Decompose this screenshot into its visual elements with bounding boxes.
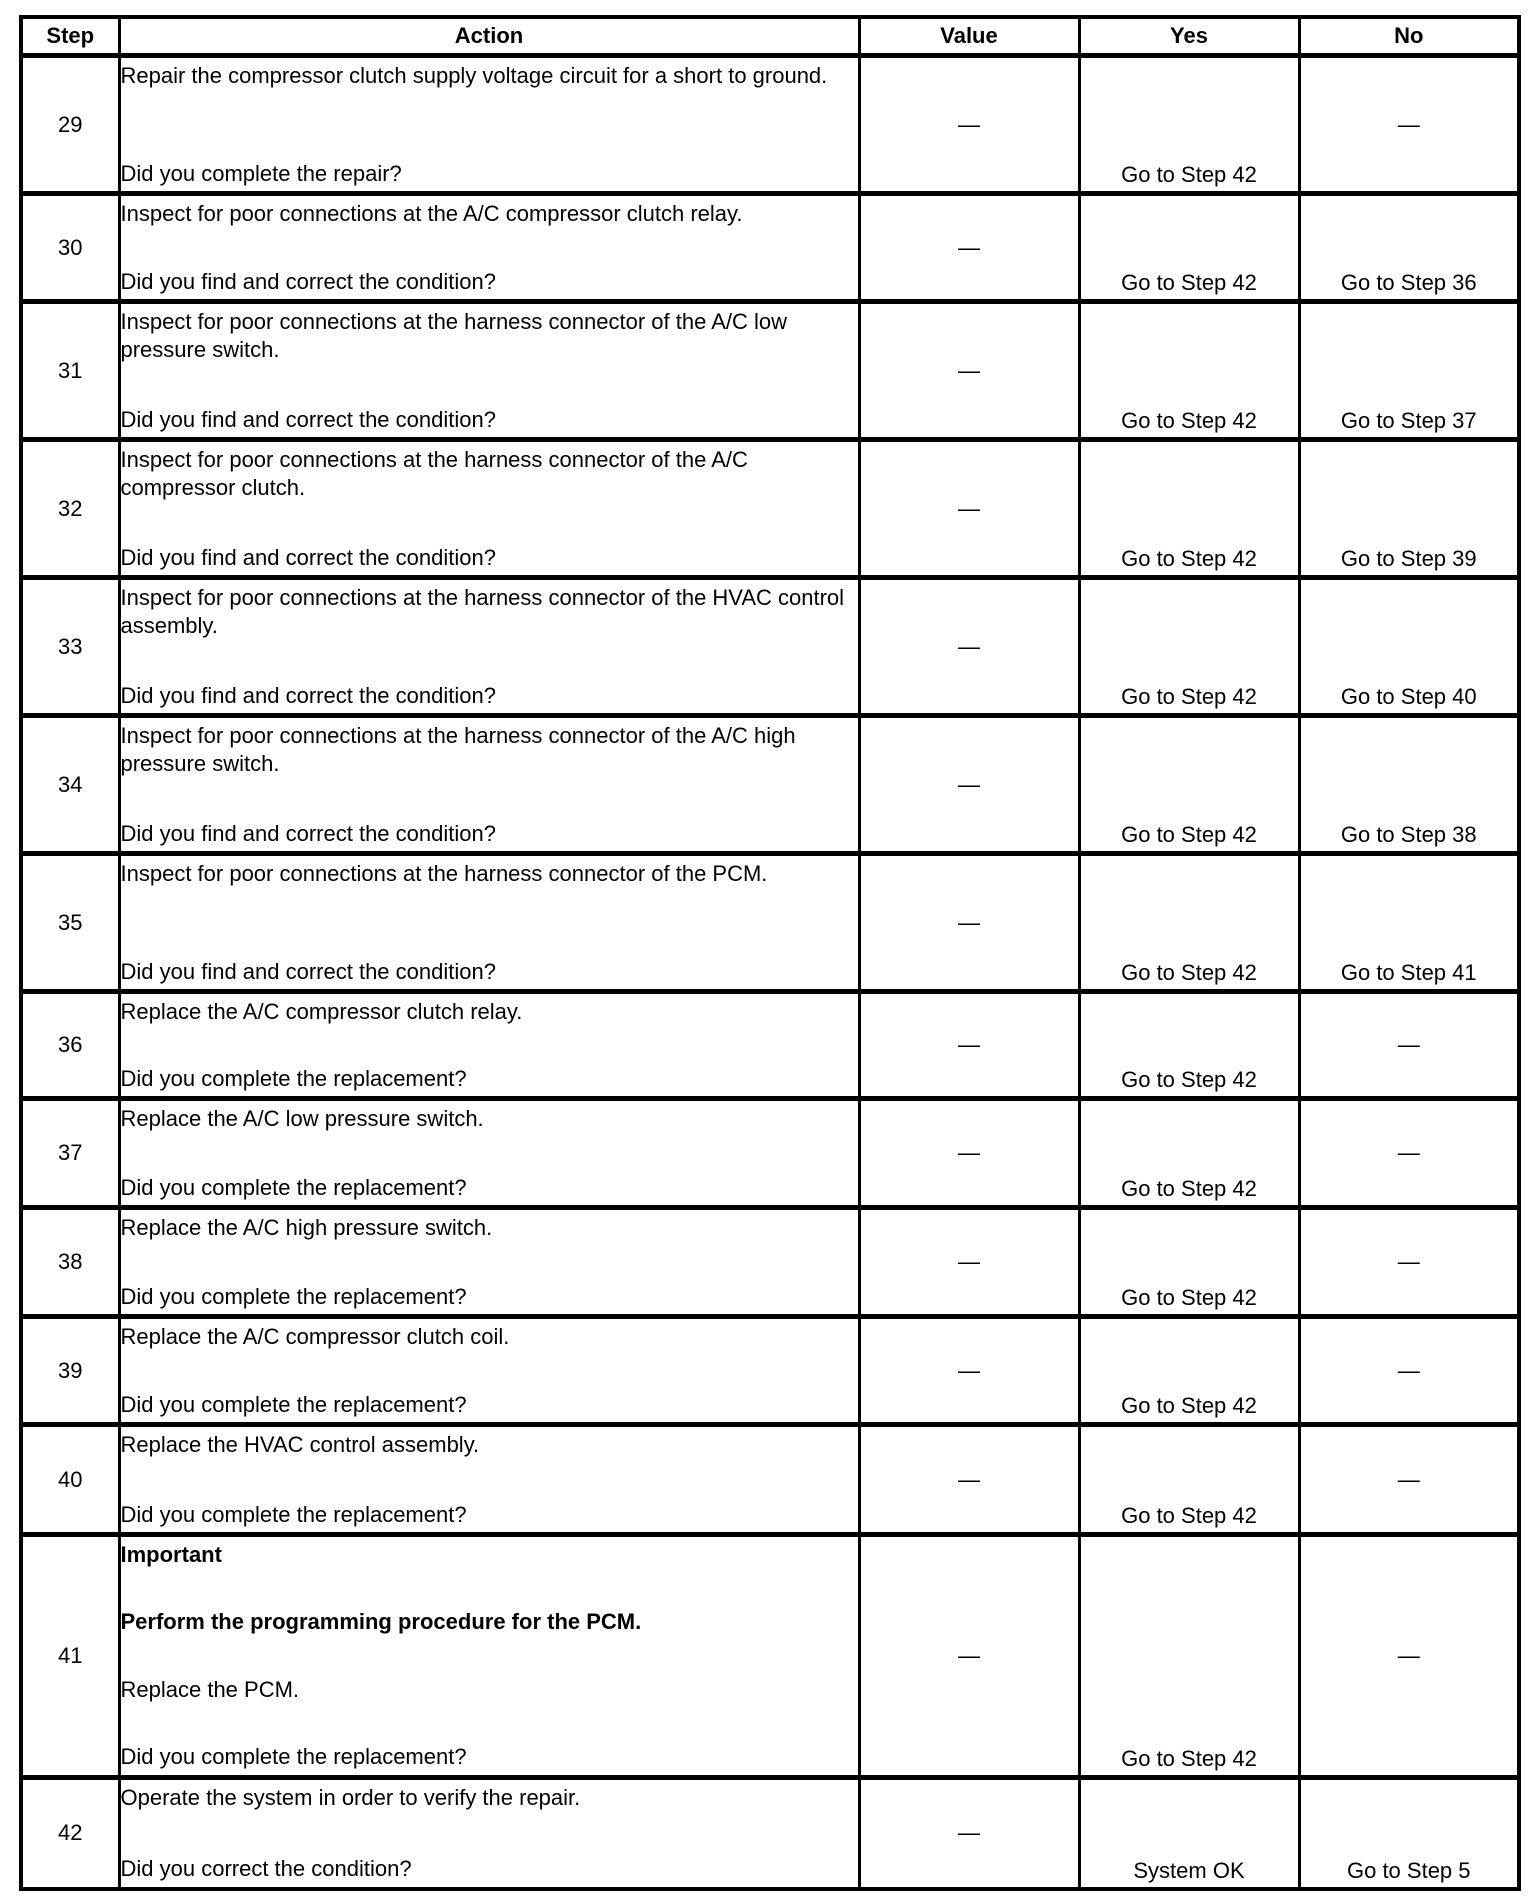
yes-result: Go to Step 42 — [1121, 1393, 1257, 1418]
action-content — [121, 200, 858, 296]
action-text: Did you correct the condition? — [120, 1855, 412, 1881]
action-cell — [119, 1208, 859, 1317]
yes-cell — [1079, 302, 1299, 440]
value-cell: — — [859, 302, 1079, 440]
value-cell: — — [859, 992, 1079, 1099]
value-cell: — — [859, 578, 1079, 716]
yes-result: Go to Step 42 — [1121, 162, 1257, 187]
action-content — [121, 722, 858, 848]
action-text: Did you find and correct the condition? — [120, 406, 496, 432]
no-cell — [1299, 302, 1519, 440]
value-cell: — — [859, 1317, 1079, 1425]
action-text: Did you complete the replacement? — [120, 1501, 467, 1527]
yes-result: Go to Step 42 — [1121, 1067, 1257, 1092]
action-content — [121, 1431, 858, 1529]
table-body — [21, 56, 1519, 1889]
table-row-step-33 — [21, 578, 1519, 716]
no-result: — — [1397, 1643, 1420, 1668]
table-row-step-35 — [21, 854, 1519, 992]
action-text: Operate the system in order to verify the repair. — [120, 1784, 581, 1810]
yes-result: Go to Step 42 — [1121, 546, 1257, 571]
action-text: Replace the HVAC control assembly. — [120, 1431, 480, 1457]
no-result: — — [1397, 1249, 1420, 1274]
action-text: Replace the A/C compressor clutch coil. — [120, 1323, 510, 1349]
action-emphasis-text: Important — [120, 1541, 222, 1567]
no-cell — [1299, 716, 1519, 854]
action-cell — [119, 440, 859, 578]
yes-cell — [1079, 1208, 1299, 1317]
table-row-step-41 — [21, 1535, 1519, 1778]
action-text: Inspect for poor connections at the harness connector of the A/C compressor clutch. — [120, 446, 748, 500]
yes-result: Go to Step 42 — [1121, 960, 1257, 985]
action-cell — [119, 56, 859, 194]
step-number: 29 — [21, 56, 119, 194]
no-cell — [1299, 1535, 1519, 1778]
action-text: Did you complete the replacement? — [120, 1744, 467, 1770]
action-text: Replace the A/C low pressure switch. — [120, 1105, 484, 1131]
table-row-step-39 — [21, 1317, 1519, 1425]
step-number: 42 — [21, 1778, 119, 1889]
action-text: Did you complete the replacement? — [120, 1391, 467, 1417]
action-cell — [119, 1535, 859, 1778]
action-cell — [119, 1778, 859, 1889]
table-row-step-34 — [21, 716, 1519, 854]
yes-cell — [1079, 1099, 1299, 1208]
no-result: Go to Step 5 — [1346, 1857, 1471, 1883]
table-row-step-37 — [21, 1099, 1519, 1208]
header-value: Value — [859, 17, 1079, 56]
diagnostic-step-table — [19, 15, 1521, 1891]
step-number: 40 — [21, 1425, 119, 1535]
action-text: Inspect for poor connections at the A/C compressor clutch relay. — [120, 200, 743, 226]
no-result: — — [1397, 1357, 1420, 1383]
action-text: Repair the compressor clutch supply voltage circuit for a short to ground. — [120, 62, 828, 88]
yes-cell — [1079, 56, 1299, 194]
step-number: 35 — [21, 854, 119, 992]
table-row-step-36 — [21, 992, 1519, 1099]
no-cell — [1299, 440, 1519, 578]
step-number: 37 — [21, 1099, 119, 1208]
action-cell — [119, 578, 859, 716]
table-row-step-40 — [21, 1425, 1519, 1535]
no-result: Go to Step 41 — [1340, 960, 1477, 985]
value-cell: — — [859, 1208, 1079, 1317]
no-result: Go to Step 39 — [1340, 546, 1477, 571]
action-content — [121, 584, 858, 710]
action-cell — [119, 716, 859, 854]
yes-result: Go to Step 42 — [1121, 408, 1257, 433]
value-cell: — — [859, 56, 1079, 194]
yes-result: Go to Step 42 — [1121, 270, 1257, 295]
action-cell — [119, 992, 859, 1099]
action-text: Inspect for poor connections at the harness connector of the A/C low pressure switch. — [120, 308, 787, 362]
action-content — [121, 1541, 858, 1772]
no-cell — [1299, 1778, 1519, 1889]
action-text: Did you find and correct the condition? — [120, 544, 496, 570]
no-cell — [1299, 194, 1519, 302]
value-cell: — — [859, 716, 1079, 854]
no-cell — [1299, 1208, 1519, 1317]
action-text: Did you find and correct the condition? — [120, 958, 496, 984]
table-header-row — [21, 17, 1519, 56]
yes-cell — [1079, 1425, 1299, 1535]
table-row-step-32 — [21, 440, 1519, 578]
step-number: 32 — [21, 440, 119, 578]
step-number: 41 — [21, 1535, 119, 1778]
header-yes: Yes — [1079, 17, 1299, 56]
yes-cell — [1079, 854, 1299, 992]
step-number: 30 — [21, 194, 119, 302]
action-text: Did you complete the replacement? — [120, 1065, 467, 1091]
no-cell — [1299, 854, 1519, 992]
action-text: Did you find and correct the condition? — [120, 682, 496, 708]
yes-cell — [1079, 1778, 1299, 1889]
action-text: Replace the A/C compressor clutch relay. — [120, 998, 523, 1024]
step-number: 39 — [21, 1317, 119, 1425]
value-cell: — — [859, 1778, 1079, 1889]
yes-cell — [1079, 194, 1299, 302]
yes-result: Go to Step 42 — [1121, 1503, 1257, 1528]
header-step: Step — [21, 17, 119, 56]
action-cell — [119, 1425, 859, 1535]
no-result: — — [1397, 1466, 1420, 1492]
action-cell — [119, 302, 859, 440]
no-result: Go to Step 37 — [1340, 408, 1477, 433]
yes-result: Go to Step 42 — [1121, 684, 1257, 709]
action-content — [121, 1105, 858, 1202]
action-cell — [119, 854, 859, 992]
action-cell — [119, 1099, 859, 1208]
no-result: Go to Step 38 — [1340, 822, 1477, 847]
value-cell: — — [859, 854, 1079, 992]
action-cell — [119, 1317, 859, 1425]
action-text: Did you complete the replacement? — [120, 1174, 467, 1200]
yes-cell — [1079, 440, 1299, 578]
value-cell: — — [859, 194, 1079, 302]
yes-cell — [1079, 716, 1299, 854]
action-text: Did you complete the repair? — [120, 160, 402, 186]
no-cell — [1299, 578, 1519, 716]
action-content — [121, 1323, 858, 1419]
step-number: 33 — [21, 578, 119, 716]
value-cell: — — [859, 440, 1079, 578]
no-cell — [1299, 1099, 1519, 1208]
yes-result: Go to Step 42 — [1121, 1176, 1257, 1201]
action-content — [121, 860, 858, 986]
action-text: Did you find and correct the condition? — [120, 268, 496, 294]
action-content — [121, 62, 858, 188]
yes-cell — [1079, 1317, 1299, 1425]
action-text: Replace the PCM. — [120, 1676, 300, 1702]
yes-cell — [1079, 578, 1299, 716]
action-text: Did you complete the replacement? — [120, 1283, 467, 1309]
yes-cell — [1079, 992, 1299, 1099]
action-text: Inspect for poor connections at the harness connector of the HVAC control assembly. — [120, 584, 845, 638]
action-text: Did you find and correct the condition? — [120, 820, 496, 846]
action-emphasis-text: Perform the programming procedure for the PCM. — [120, 1609, 642, 1635]
yes-cell — [1079, 1535, 1299, 1778]
step-number: 31 — [21, 302, 119, 440]
yes-result: Go to Step 42 — [1121, 1285, 1257, 1310]
value-cell: — — [859, 1425, 1079, 1535]
table-row-step-31 — [21, 302, 1519, 440]
no-result: — — [1397, 1032, 1420, 1057]
no-cell — [1299, 1425, 1519, 1535]
yes-result: System OK — [1133, 1857, 1245, 1883]
no-result: Go to Step 36 — [1340, 270, 1477, 295]
header-no: No — [1299, 17, 1519, 56]
no-result: — — [1397, 1140, 1420, 1165]
table-row-step-29 — [21, 56, 1519, 194]
value-cell: — — [859, 1099, 1079, 1208]
step-number: 38 — [21, 1208, 119, 1317]
action-content — [121, 998, 858, 1093]
action-text: Replace the A/C high pressure switch. — [120, 1214, 493, 1240]
action-text: Inspect for poor connections at the harness connector of the A/C high pressure switch. — [120, 722, 796, 776]
value-cell: — — [859, 1535, 1079, 1778]
table-row-step-42 — [21, 1778, 1519, 1889]
yes-result: Go to Step 42 — [1121, 822, 1257, 847]
action-content — [121, 446, 858, 572]
no-cell — [1299, 992, 1519, 1099]
no-result: Go to Step 40 — [1340, 684, 1477, 709]
no-cell — [1299, 56, 1519, 194]
yes-result: Go to Step 42 — [1121, 1746, 1257, 1771]
step-number: 34 — [21, 716, 119, 854]
action-content — [121, 1784, 858, 1883]
no-result: — — [1397, 111, 1420, 137]
step-number: 36 — [21, 992, 119, 1099]
action-text: Inspect for poor connections at the harness connector of the PCM. — [120, 860, 768, 886]
action-content — [121, 1214, 858, 1311]
table-row-step-38 — [21, 1208, 1519, 1317]
no-cell — [1299, 1317, 1519, 1425]
header-action: Action — [119, 17, 859, 56]
action-content — [121, 308, 858, 434]
action-cell — [119, 194, 859, 302]
table-row-step-30 — [21, 194, 1519, 302]
